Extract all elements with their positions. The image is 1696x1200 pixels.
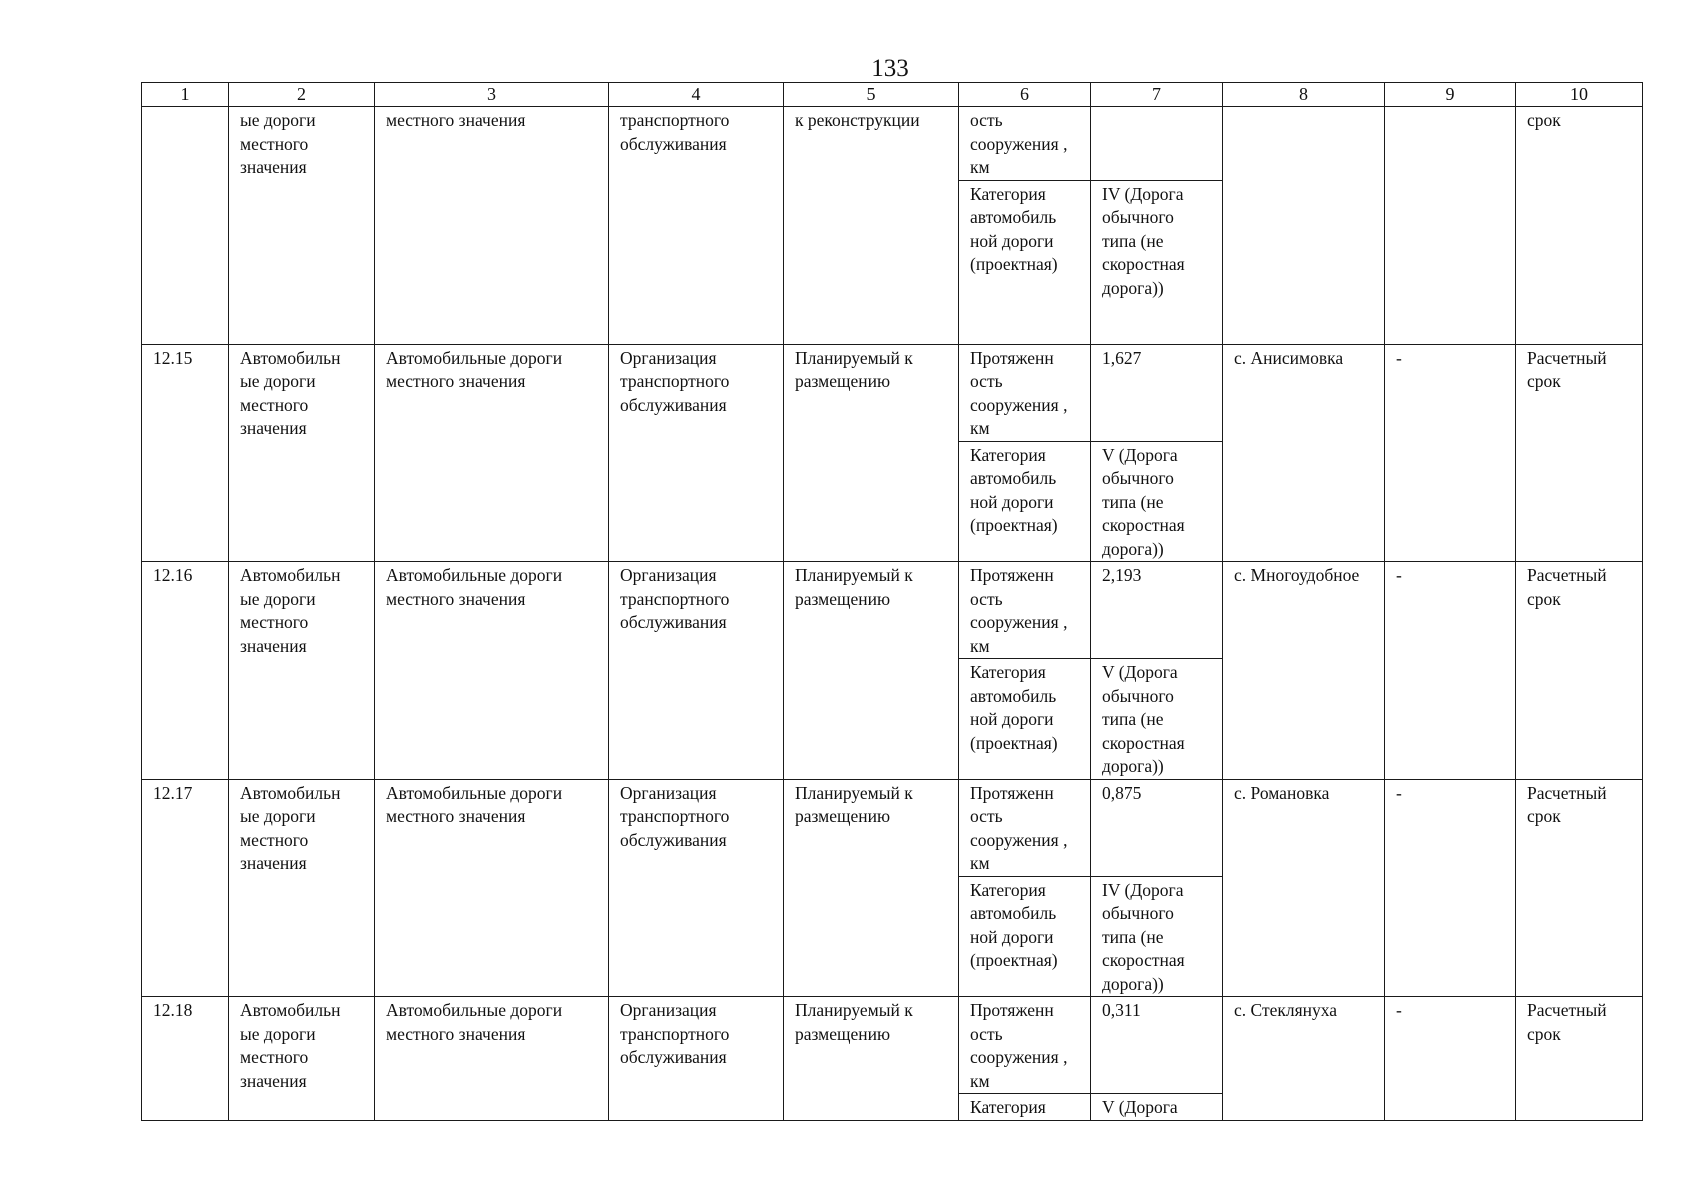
column-number: 4 xyxy=(609,83,784,107)
param-name: ость сооружения , км xyxy=(959,107,1091,181)
object-purpose: Организация транспортного обслуживания xyxy=(609,344,784,562)
column-number-row xyxy=(142,83,1643,107)
zone xyxy=(1385,107,1516,345)
row-number: 12.18 xyxy=(142,997,229,1121)
object-purpose: Организация транспортного обслуживания xyxy=(609,779,784,997)
location: с. Романовка xyxy=(1223,779,1385,997)
table-row xyxy=(142,562,1643,659)
param-value: IV (Дорога обычного типа (не скоростная дорога)) xyxy=(1091,876,1223,997)
location: с. Стеклянуха xyxy=(1223,997,1385,1121)
term: Расчетный срок xyxy=(1516,779,1643,997)
term: Расчетный срок xyxy=(1516,344,1643,562)
location xyxy=(1223,107,1385,345)
column-number: 10 xyxy=(1516,83,1643,107)
object-status: Планируемый к размещению xyxy=(784,344,959,562)
column-number: 8 xyxy=(1223,83,1385,107)
column-number: 3 xyxy=(375,83,609,107)
zone: - xyxy=(1385,779,1516,997)
param-value: V (Дорога обычного типа (не скоростная дорога)) xyxy=(1091,659,1223,780)
param-value: 0,875 xyxy=(1091,779,1223,876)
object-status: Планируемый к размещению xyxy=(784,562,959,780)
location: с. Многоудобное xyxy=(1223,562,1385,780)
param-value: 2,193 xyxy=(1091,562,1223,659)
column-number: 5 xyxy=(784,83,959,107)
table-row xyxy=(142,107,1643,181)
location: с. Анисимовка xyxy=(1223,344,1385,562)
param-value: V (Дорога обычного типа (не скоростная дорога)) xyxy=(1091,441,1223,562)
object-status: Планируемый к размещению xyxy=(784,779,959,997)
object-purpose: Организация транспортного обслуживания xyxy=(609,997,784,1121)
param-value: 0,311 xyxy=(1091,997,1223,1094)
term: Расчетный срок xyxy=(1516,997,1643,1121)
column-number: 9 xyxy=(1385,83,1516,107)
object-type: Автомобильн ые дороги местного значения xyxy=(229,562,375,780)
object-kind: Автомобильные дороги местного значения xyxy=(375,779,609,997)
objects-table xyxy=(141,82,1643,1121)
object-kind: местного значения xyxy=(375,107,609,345)
zone: - xyxy=(1385,997,1516,1121)
column-number: 2 xyxy=(229,83,375,107)
object-type: Автомобильн ые дороги местного значения xyxy=(229,997,375,1121)
table-row xyxy=(142,344,1643,441)
row-number: 12.16 xyxy=(142,562,229,780)
column-number: 6 xyxy=(959,83,1091,107)
object-type: Автомобильн ые дороги местного значения xyxy=(229,779,375,997)
object-type: ые дороги местного значения xyxy=(229,107,375,345)
table-row xyxy=(142,779,1643,876)
param-value: IV (Дорога обычного типа (не скоростная дорога)) xyxy=(1091,180,1223,344)
table-row xyxy=(142,997,1643,1094)
row-number xyxy=(142,107,229,345)
column-number: 7 xyxy=(1091,83,1223,107)
param-name: Категория автомобиль ной дороги (проектная) xyxy=(959,659,1091,780)
param-value: V (Дорога xyxy=(1091,1094,1223,1121)
term: Расчетный срок xyxy=(1516,562,1643,780)
object-kind: Автомобильные дороги местного значения xyxy=(375,344,609,562)
zone: - xyxy=(1385,562,1516,780)
param-name: Категория xyxy=(959,1094,1091,1121)
param-name: Категория автомобиль ной дороги (проектная) xyxy=(959,180,1091,344)
object-purpose: транспортного обслуживания xyxy=(609,107,784,345)
object-type: Автомобильн ые дороги местного значения xyxy=(229,344,375,562)
param-value xyxy=(1091,107,1223,181)
row-number: 12.17 xyxy=(142,779,229,997)
param-name: Категория автомобиль ной дороги (проектная) xyxy=(959,441,1091,562)
term: срок xyxy=(1516,107,1643,345)
param-value: 1,627 xyxy=(1091,344,1223,441)
object-status: Планируемый к размещению xyxy=(784,997,959,1121)
param-name: Протяженн ость сооружения , км xyxy=(959,562,1091,659)
object-kind: Автомобильные дороги местного значения xyxy=(375,997,609,1121)
object-status: к реконструкции xyxy=(784,107,959,345)
column-number: 1 xyxy=(142,83,229,107)
param-name: Протяженн ость сооружения , км xyxy=(959,779,1091,876)
row-number: 12.15 xyxy=(142,344,229,562)
zone: - xyxy=(1385,344,1516,562)
param-name: Протяженн ость сооружения , км xyxy=(959,997,1091,1094)
param-name: Протяженн ость сооружения , км xyxy=(959,344,1091,441)
page-number: 133 xyxy=(871,55,909,82)
object-purpose: Организация транспортного обслуживания xyxy=(609,562,784,780)
object-kind: Автомобильные дороги местного значения xyxy=(375,562,609,780)
param-name: Категория автомобиль ной дороги (проектная) xyxy=(959,876,1091,997)
